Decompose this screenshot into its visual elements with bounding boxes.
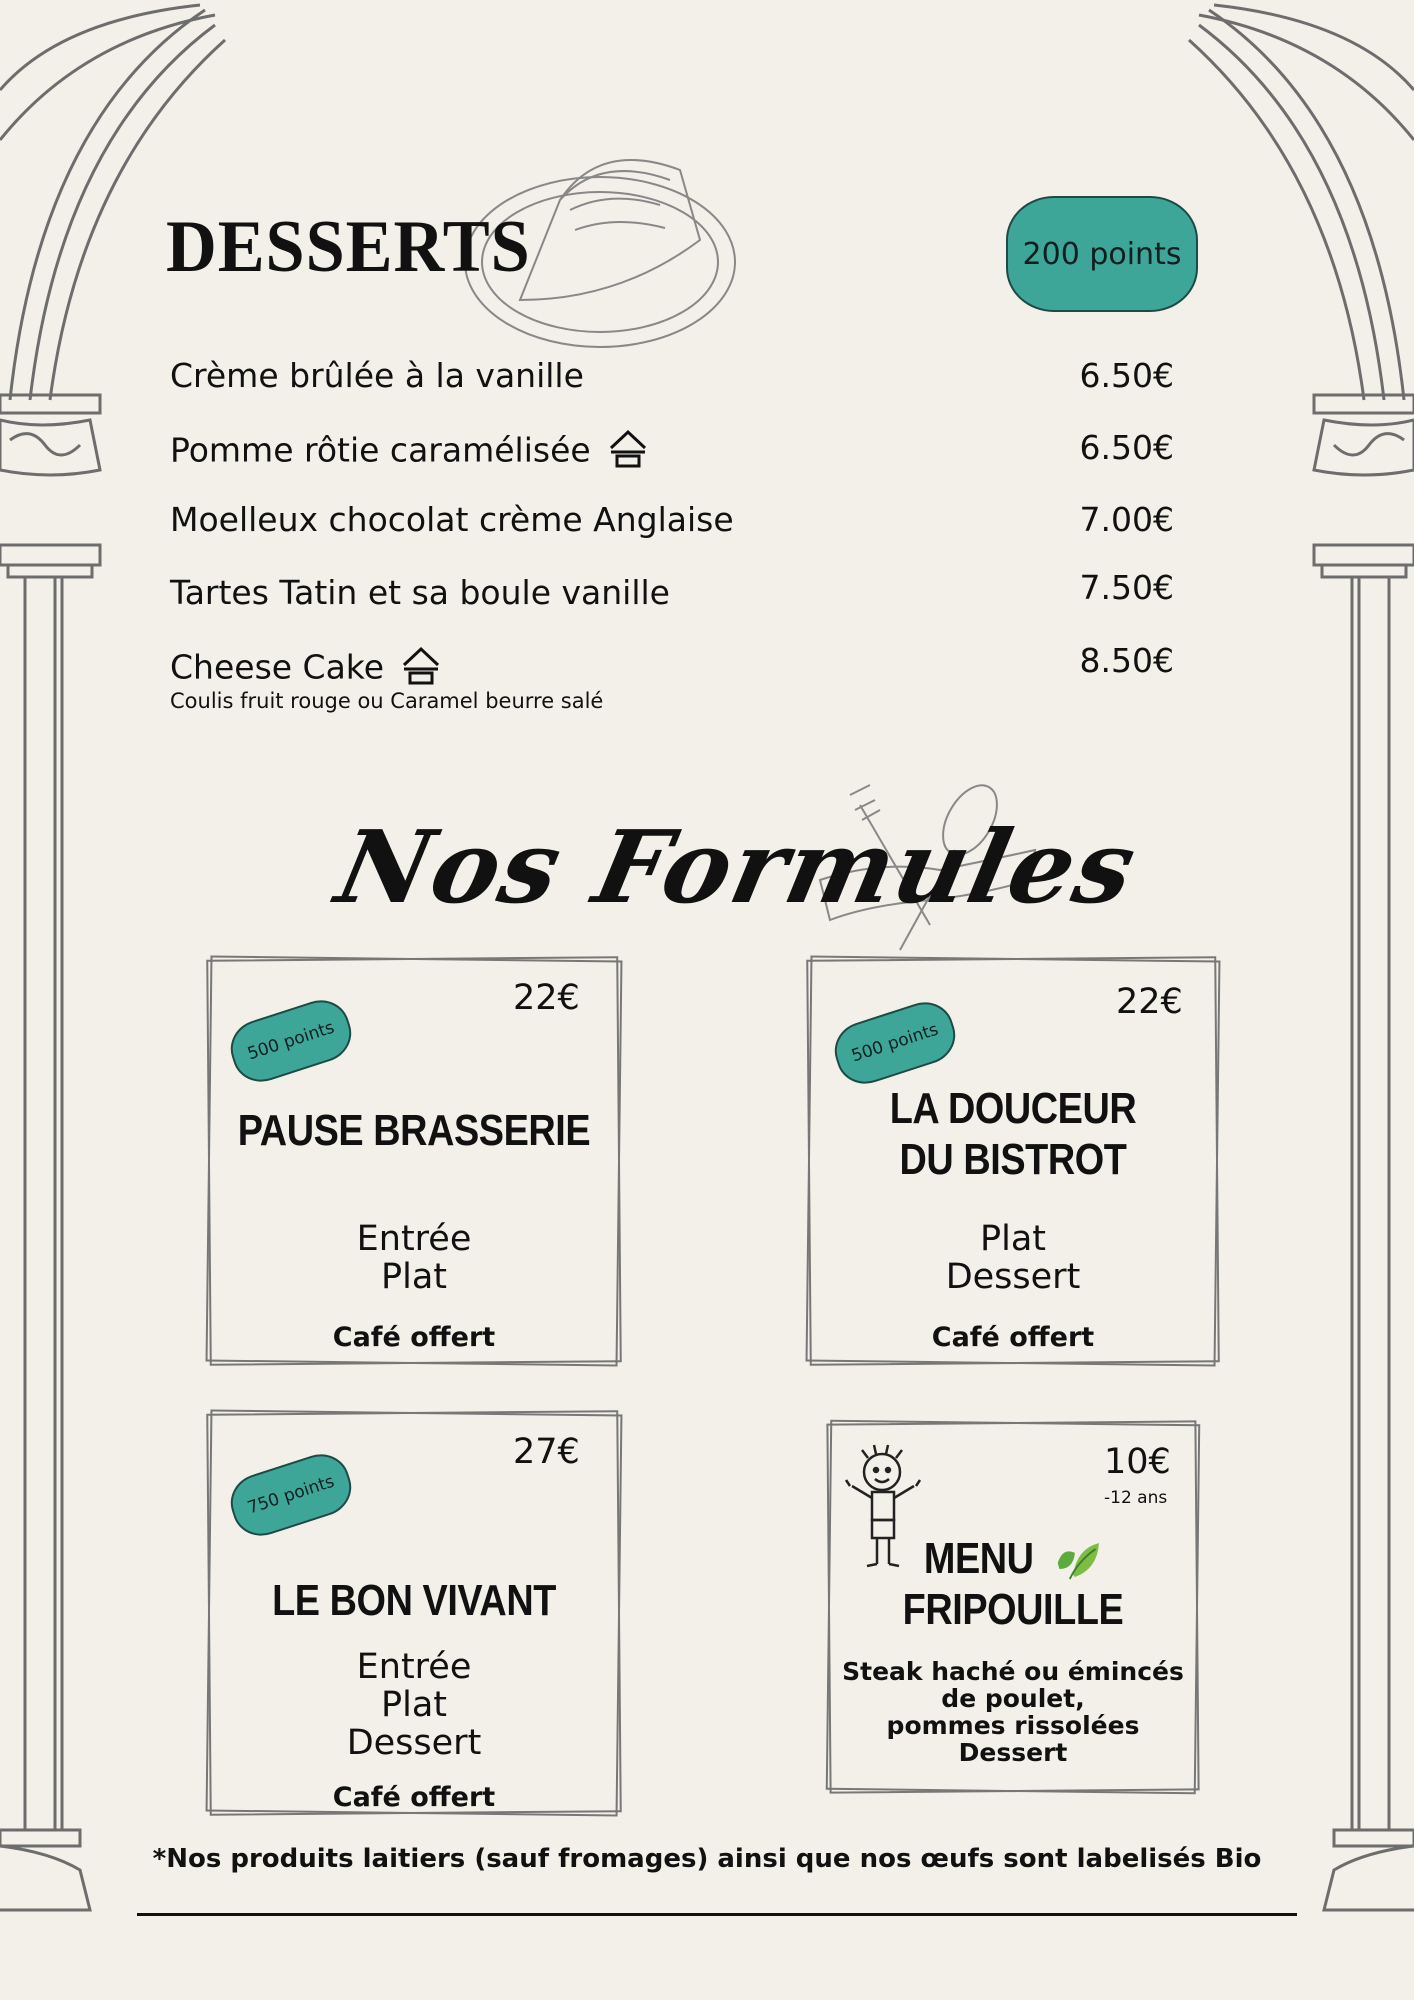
formule-title-line: DU BISTROT	[899, 1134, 1127, 1184]
formule-title-line: FRIPOUILLE	[902, 1584, 1124, 1634]
points-badge: 500 points	[223, 993, 358, 1090]
formule-course: Dessert	[945, 1257, 1081, 1297]
formule-description-line: de poulet,	[941, 1684, 1085, 1713]
leaf-icon	[1052, 1539, 1102, 1583]
formule-course: Plat	[380, 1257, 447, 1297]
formule-course: Entrée	[356, 1219, 472, 1259]
formule-price: 22€	[513, 978, 580, 1018]
formule-title: PAUSE BRASSERIE	[237, 1106, 591, 1155]
dessert-item-subtitle: Coulis fruit rouge ou Caramel beurre salé	[170, 689, 604, 713]
points-badge: 750 points	[223, 1447, 358, 1544]
dessert-item	[170, 428, 649, 476]
dessert-item	[170, 645, 442, 693]
desserts-title: DESSERTS	[166, 206, 531, 288]
formule-course: Entrée	[356, 1647, 472, 1687]
formule-description-line: Steak haché ou émincés	[842, 1657, 1184, 1686]
formule-card-douceur-bistrot	[808, 958, 1218, 1364]
formule-title-line	[854, 1534, 1172, 1585]
formule-description-line: pommes rissolées	[886, 1711, 1140, 1740]
house-icon	[400, 645, 442, 693]
formule-course: Plat	[380, 1685, 447, 1725]
dessert-item-price: 8.50€	[1079, 641, 1174, 680]
formule-description-line: Dessert	[958, 1738, 1068, 1767]
formule-card-bon-vivant	[208, 1412, 620, 1814]
footer-divider	[137, 1913, 1297, 1916]
dessert-item-price: 7.50€	[1079, 568, 1174, 607]
dessert-item-name: Moelleux chocolat crème Anglaise	[170, 500, 734, 539]
formule-course: Dessert	[346, 1723, 482, 1763]
formule-footer: Café offert	[332, 1782, 496, 1813]
points-badge: 200 points	[1006, 196, 1198, 312]
formule-title-line: LA DOUCEUR	[889, 1084, 1137, 1133]
dessert-item-name: Pomme rôtie caramélisée	[170, 430, 591, 470]
formule-courses	[808, 1220, 1218, 1296]
footer-note: *Nos produits laitiers (sauf fromages) ainsi que nos œufs sont labelisés Bio	[152, 1844, 1262, 1874]
formule-price: 22€	[1116, 982, 1183, 1022]
dessert-item-name: Cheese Cake	[170, 647, 385, 687]
formules-title: Nos Formules	[327, 808, 1148, 926]
house-icon	[607, 428, 649, 476]
formule-title: LE BON VIVANT	[272, 1576, 556, 1625]
formule-title	[854, 1534, 1172, 1635]
age-note: -12 ans	[1104, 1488, 1168, 1508]
formule-description	[828, 1658, 1198, 1766]
dessert-item-price: 7.00€	[1079, 500, 1174, 539]
points-badge: 500 points	[827, 995, 962, 1092]
formule-footer: Café offert	[931, 1322, 1095, 1353]
formule-courses	[208, 1220, 620, 1296]
formule-course: Plat	[979, 1219, 1046, 1259]
formule-price: 10€	[1104, 1442, 1171, 1482]
dessert-item-name: Tartes Tatin et sa boule vanille	[170, 573, 670, 612]
dessert-item-price: 6.50€	[1079, 428, 1174, 467]
formule-footer: Café offert	[332, 1322, 496, 1353]
formule-title	[837, 1084, 1190, 1185]
formule-price: 27€	[513, 1432, 580, 1472]
formule-courses	[208, 1648, 620, 1762]
formule-title-text: MENU	[923, 1534, 1034, 1583]
formule-card-pause-brasserie	[208, 958, 620, 1364]
dessert-item-name: Crème brûlée à la vanille	[170, 356, 584, 395]
dessert-item-price: 6.50€	[1079, 356, 1174, 395]
formule-card-fripouille	[828, 1422, 1198, 1792]
